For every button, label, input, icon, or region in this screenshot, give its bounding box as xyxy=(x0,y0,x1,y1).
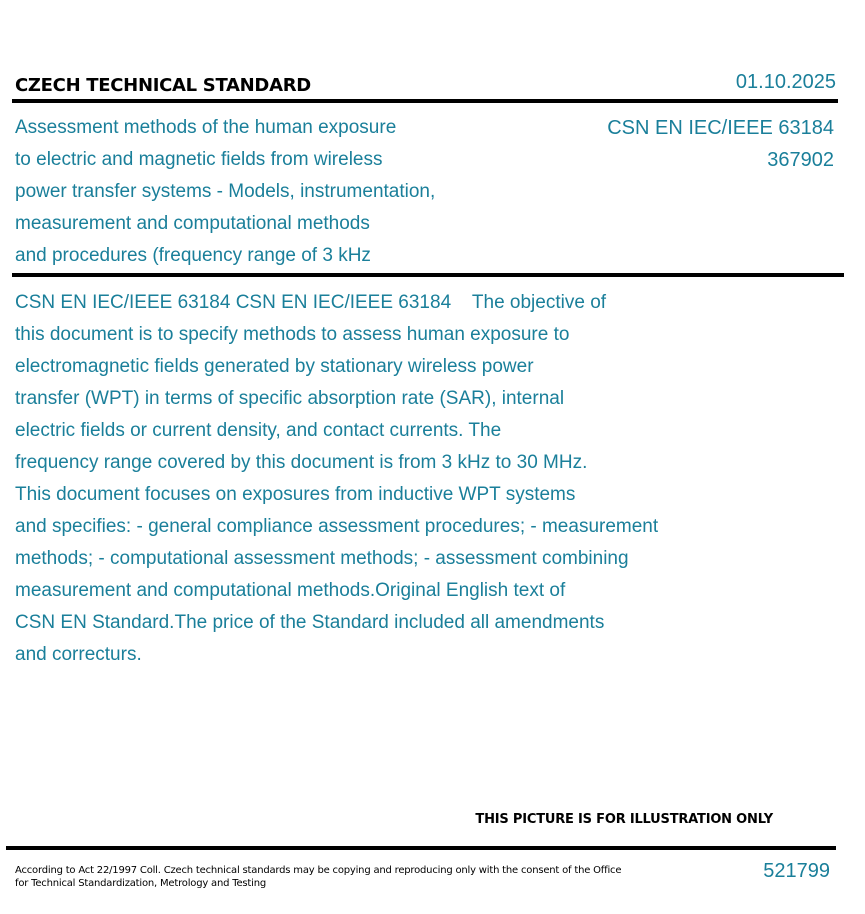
catalog-number: 521799 xyxy=(763,860,830,882)
legal-notice-line: According to Act 22/1997 Coll. Czech technical standards may be copying and reproducing only with the consent of the Office xyxy=(15,865,622,876)
description-line: and specifies: - general compliance assessment procedures; - measurement xyxy=(15,516,659,537)
standard-title-line: power transfer systems - Models, instrumentation, xyxy=(15,181,436,202)
description-line: this document is to specify methods to assess human exposure to xyxy=(15,324,570,345)
description-line: electric fields or current density, and contact currents. The xyxy=(15,420,502,441)
standard-title-line: to electric and magnetic fields from wireless xyxy=(15,149,383,170)
description-line: transfer (WPT) in terms of specific absorption rate (SAR), internal xyxy=(15,388,565,409)
standard-code: CSN EN IEC/IEEE 63184 xyxy=(607,117,834,139)
legal-notice-line: for Technical Standardization, Metrology and Testing xyxy=(15,878,266,889)
class-number: 367902 xyxy=(767,149,834,171)
title-divider xyxy=(12,273,844,277)
description-line: This document focuses on exposures from inductive WPT systems xyxy=(15,484,576,505)
description-line: frequency range covered by this document is from 3 kHz to 30 MHz. xyxy=(15,452,588,473)
illustration-disclaimer: THIS PICTURE IS FOR ILLUSTRATION ONLY xyxy=(475,812,773,827)
description-line: electromagnetic fields generated by stationary wireless power xyxy=(15,356,534,377)
description-line: and correcturs. xyxy=(15,644,142,665)
document-type-title: CZECH TECHNICAL STANDARD xyxy=(15,75,311,96)
standard-title xyxy=(15,112,435,272)
description-line: CSN EN IEC/IEEE 63184 CSN EN IEC/IEEE 63184 The objective of xyxy=(15,292,607,313)
standard-title-line: and procedures (frequency range of 3 kHz xyxy=(15,245,371,266)
standard-description xyxy=(15,287,658,671)
header-divider xyxy=(12,99,838,103)
description-line: CSN EN Standard.The price of the Standard included all amendments xyxy=(15,612,605,633)
publication-date: 01.10.2025 xyxy=(735,71,836,93)
standard-title-line: Assessment methods of the human exposure xyxy=(15,117,397,138)
standard-title-line: measurement and computational methods xyxy=(15,213,370,234)
legal-notice xyxy=(15,864,621,890)
description-line: measurement and computational methods.Original English text of xyxy=(15,580,566,601)
footer-divider xyxy=(6,846,836,850)
standard-identifiers xyxy=(607,112,834,176)
description-line: methods; - computational assessment methods; - assessment combining xyxy=(15,548,629,569)
